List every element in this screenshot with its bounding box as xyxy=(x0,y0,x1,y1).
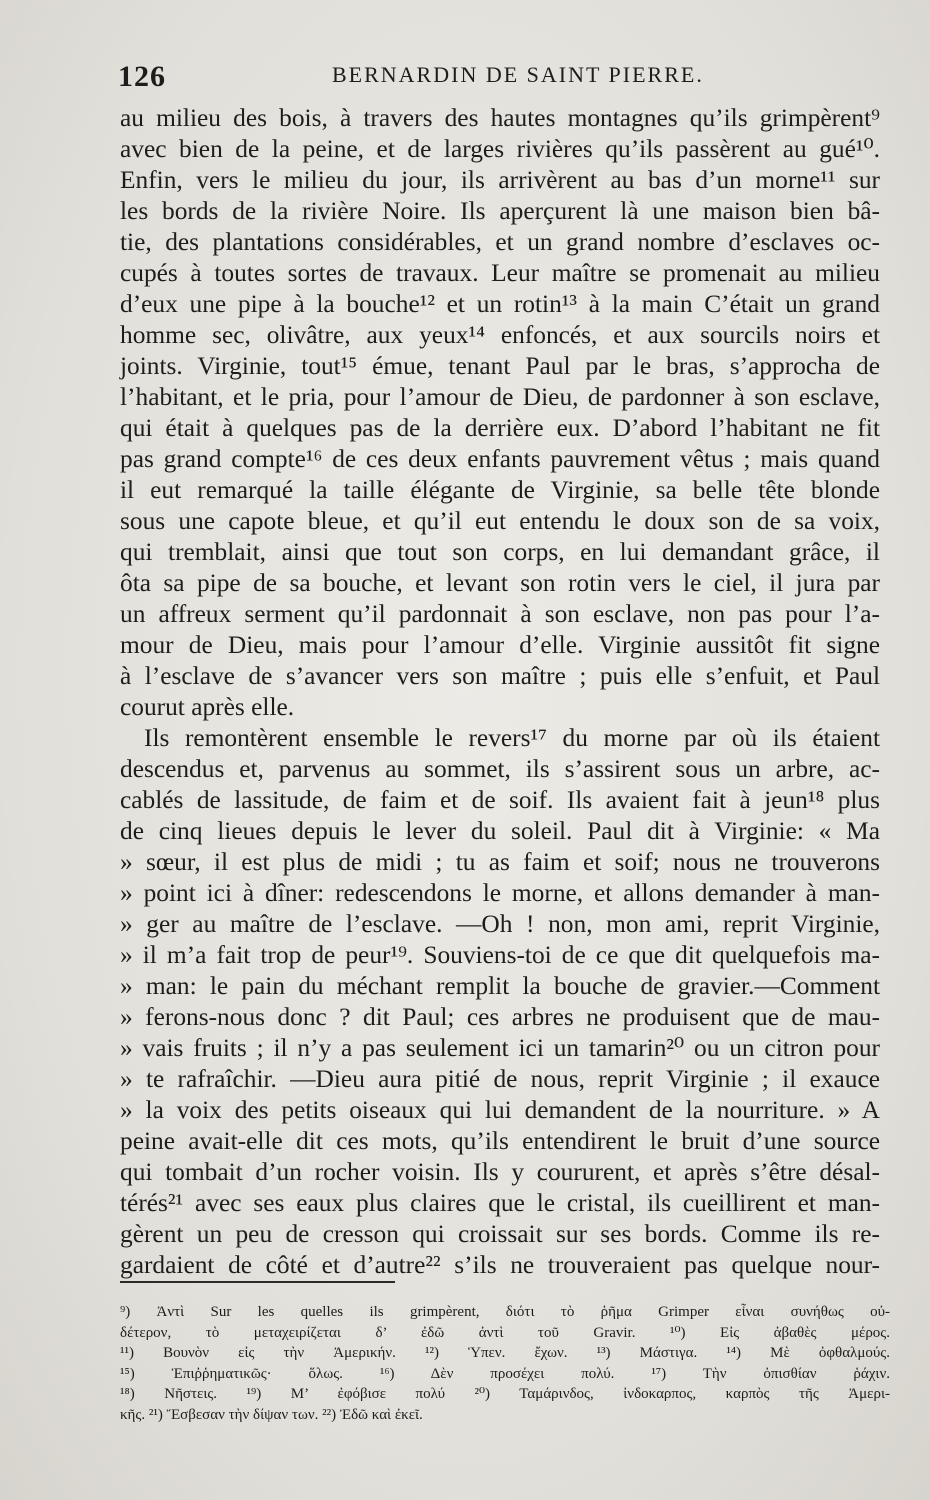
text-line: les bords de la rivière Noire. Ils aperçurent là une maison bien bâ- xyxy=(120,197,880,225)
text-line: qui tombait d’un rocher voisin. Ils y coururent, et après s’être désal- xyxy=(120,1158,880,1186)
text-line: » sœur, il est plus de midi ; tu as faim et soif; nous ne trouverons xyxy=(120,848,880,876)
text-line: courut après elle. xyxy=(120,693,295,721)
text-line: » te rafraîchir. —Dieu aura pitié de nous, reprit Virginie ; il exauce xyxy=(120,1065,880,1093)
text-line: » ger au maître de l’esclave. —Oh ! non, mon ami, reprit Virginie, xyxy=(120,910,880,938)
text-line: cablés de lassitude, de faim et de soif. Ils avaient fait à jeun¹⁸ plus xyxy=(120,786,880,814)
footnote-line: ¹⁵) Ἐπιῤῥηματικῶς· ὅλως. ¹⁶) Δὲν προσέχει πολύ. ¹⁷) Τὴν ὀπισθίαν ῥάχιν. xyxy=(120,1365,890,1382)
text-line: au milieu des bois, à travers des hautes montagnes qu’ils grimpèrent⁹ xyxy=(120,104,880,132)
text-line: gardaient de côté et d’autre²² s’ils ne trouveraient pas quelque nour- xyxy=(120,1251,880,1279)
text-line: d’eux une pipe à la bouche¹² et un rotin¹³ à la main C’était un grand xyxy=(120,290,880,318)
text-line: homme sec, olivâtre, aux yeux¹⁴ enfoncés, et aux sourcils noirs et xyxy=(120,321,880,349)
text-line: » man: le pain du méchant remplit la bouche de gravier.—Comment xyxy=(120,972,880,1000)
footnote-line: δέτερον, τὸ μεταχειρίζεται δ’ ἐδῶ ἀντὶ τοῦ Gravir. ¹⁰) Εἰς ἀβαθὲς μέρος. xyxy=(120,1324,890,1341)
text-line: qui était à quelques pas de la derrière eux. D’abord l’habitant ne fit xyxy=(120,414,880,442)
text-line: tie, des plantations considérables, et un grand nombre d’esclaves oc- xyxy=(120,228,880,256)
text-line: un affreux serment qu’il pardonnait à son esclave, non pas pour l’a- xyxy=(120,600,880,628)
footnote-line: ⁹) Ἀντὶ Sur les quelles ils grimpèrent, διότι τὸ ῥῆμα Grimper εἶναι συνήθως οὐ- xyxy=(120,1304,890,1320)
page-number: 126 xyxy=(118,60,166,93)
footnotes xyxy=(120,1302,890,1425)
text-line: térés²¹ avec ses eaux plus claires que le cristal, ils cueillirent et man- xyxy=(120,1189,880,1217)
body-text xyxy=(120,103,880,1281)
running-head: BERNARDIN DE SAINT PIERRE. xyxy=(332,62,704,87)
footnote-divider xyxy=(120,1281,395,1283)
text-line: » point ici à dîner: redescendons le morne, et allons demander à man- xyxy=(120,879,880,907)
page-header xyxy=(118,60,888,96)
text-line: ôta sa pipe de sa bouche, et levant son rotin vers le ciel, il jura par xyxy=(120,569,880,597)
footnote-line: ¹¹) Βουνὸν εἰς τὴν Ἀμερικήν. ¹²) Ὑπεν. ἔχων. ¹³) Μάστιγα. ¹⁴) Μὲ ὀφθαλμούς. xyxy=(120,1345,890,1361)
text-line: pas grand compte¹⁶ de ces deux enfants pauvrement vêtus ; mais quand xyxy=(120,445,880,473)
text-line: » vais fruits ; il n’y a pas seulement ici un tamarin²⁰ ou un citron pour xyxy=(120,1034,880,1062)
text-line: il eut remarqué la taille élégante de Virginie, sa belle tête blonde xyxy=(120,476,880,504)
text-line: descendus et, parvenus au sommet, ils s’assirent sous un arbre, ac- xyxy=(120,755,880,783)
text-line: » ferons-nous donc ? dit Paul; ces arbres ne produisent que de mau- xyxy=(120,1003,880,1031)
text-line: gèrent un peu de cresson qui croissait sur ses bords. Comme ils re- xyxy=(120,1220,880,1248)
text-line: sous une capote bleue, et qu’il eut entendu le doux son de sa voix, xyxy=(120,507,880,535)
text-line: » il m’a fait trop de peur¹⁹. Souviens-toi de ce que dit quelquefois ma- xyxy=(120,941,880,969)
text-line: qui tremblait, ainsi que tout son corps, en lui demandant grâce, il xyxy=(120,538,880,566)
footnote-line: κῆς. ²¹) Ἔσβεσαν τὴν δίψαν των. ²²) Ἐδῶ καὶ ἐκεῖ. xyxy=(120,1406,423,1423)
text-line: de cinq lieues depuis le lever du soleil. Paul dit à Virginie: « Ma xyxy=(120,817,880,845)
text-line: cupés à toutes sortes de travaux. Leur maître se promenait au milieu xyxy=(120,259,880,287)
text-line: Ils remontèrent ensemble le revers¹⁷ du morne par où ils étaient xyxy=(144,724,880,752)
text-line: l’habitant, et le pria, pour l’amour de Dieu, de pardonner à son esclave, xyxy=(120,383,880,411)
footnote-line: ¹⁸) Νῆστεις. ¹⁹) Μ’ ἐφόβισε πολύ ²⁰) Ταμάρινδος, ἰνδοκαρπος, καρπὸς τῆς Ἀμερι- xyxy=(120,1386,890,1402)
text-line: peine avait-elle dit ces mots, qu’ils entendirent le bruit d’une source xyxy=(120,1127,880,1155)
text-line: joints. Virginie, tout¹⁵ émue, tenant Paul par le bras, s’approcha de xyxy=(120,352,880,380)
text-line: avec bien de la peine, et de larges rivières qu’ils passèrent au gué¹⁰. xyxy=(120,135,880,163)
text-line: » la voix des petits oiseaux qui lui demandent de la nourriture. » A xyxy=(120,1096,880,1124)
text-line: à l’esclave de s’avancer vers son maître ; puis elle s’enfuit, et Paul xyxy=(120,662,880,690)
text-line: mour de Dieu, mais pour l’amour d’elle. Virginie aussitôt fit signe xyxy=(120,631,880,659)
text-line: Enfin, vers le milieu du jour, ils arrivèrent au bas d’un morne¹¹ sur xyxy=(120,166,880,194)
